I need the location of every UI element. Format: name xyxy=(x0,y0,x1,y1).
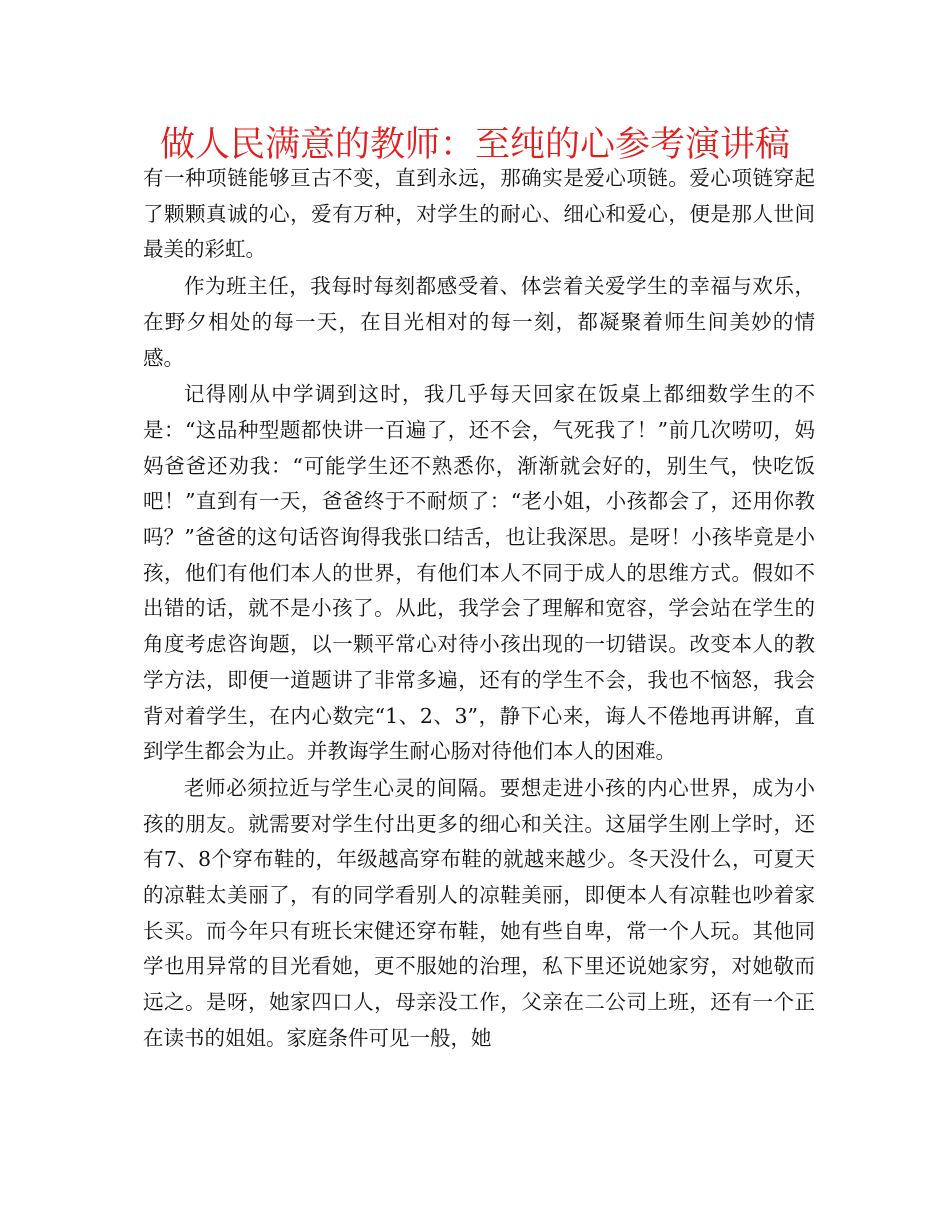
document-body xyxy=(143,161,815,1057)
paragraph-2: 作为班主任，我每时每刻都感受着、体尝着关爱学生的幸福与欢乐，在野夕相处的每一天，在目光相对的每一刻，都凝聚着师生间美妙的情感。 xyxy=(143,274,815,370)
paragraph-3: 记得刚从中学调到这时，我几乎每天回家在饭桌上都细数学生的不是：“这品种型题都快讲一百遍了，还不会，气死我了！”前几次唠叨，妈妈爸爸还劝我：“可能学生还不熟悉你，渐渐就会好的，别生气，快吃饭吧！”直到有一天，爸爸终于不耐烦了：“老小姐，小孩都会了，还用你教吗？”爸爸的这句话咨询得我张口结舌，也让我深思。是呀！小孩毕竟是小孩，他们有他们本人的世界，有他们本人不同于成人的思维方式。假如不出错的话，就不是小孩了。从此，我学会了理解和宽容，学会站在学生的角度考虑咨询题，以一颗平常心对待小孩出现的一切错误。改变本人的教学方法，即便一道题讲了非常多遍，还有的学生不会，我也不恼怒，我会背对着学生，在内心数完“1、2、3”，静下心来，诲人不倦地再讲解，直到学生都会为止。并教诲学生耐心肠对待他们本人的困难。 xyxy=(143,382,815,764)
paragraph-4: 老师必须拉近与学生心灵的间隔。要想走进小孩的内心世界，成为小孩的朋友。就需要对学生付出更多的细心和关注。这届学生刚上学时，还有7、8个穿布鞋的，年级越高穿布鞋的就越来越少。冬天没什么，可夏天的凉鞋太美丽了，有的同学看别人的凉鞋美丽，即便本人有凉鞋也吵着家长买。而今年只有班长宋健还穿布鞋，她有些自卑，常一个人玩。其他同学也用异常的目光看她，更不服她的治理，私下里还说她家穷，对她敬而远之。是呀，她家四口人，母亲没工作，父亲在二公司上班，还有一个正在读书的姐姐。家庭条件可见一般，她 xyxy=(143,775,815,1050)
document-title: 做人民满意的教师：至纯的心参考演讲稿 xyxy=(159,125,790,165)
paragraph-1: 有一种项链能够亘古不变，直到永远，那确实是爱心项链。爱心项链穿起了颗颗真诚的心，爱有万种，对学生的耐心、细心和爱心，便是那人世间最美的彩虹。 xyxy=(143,166,815,262)
